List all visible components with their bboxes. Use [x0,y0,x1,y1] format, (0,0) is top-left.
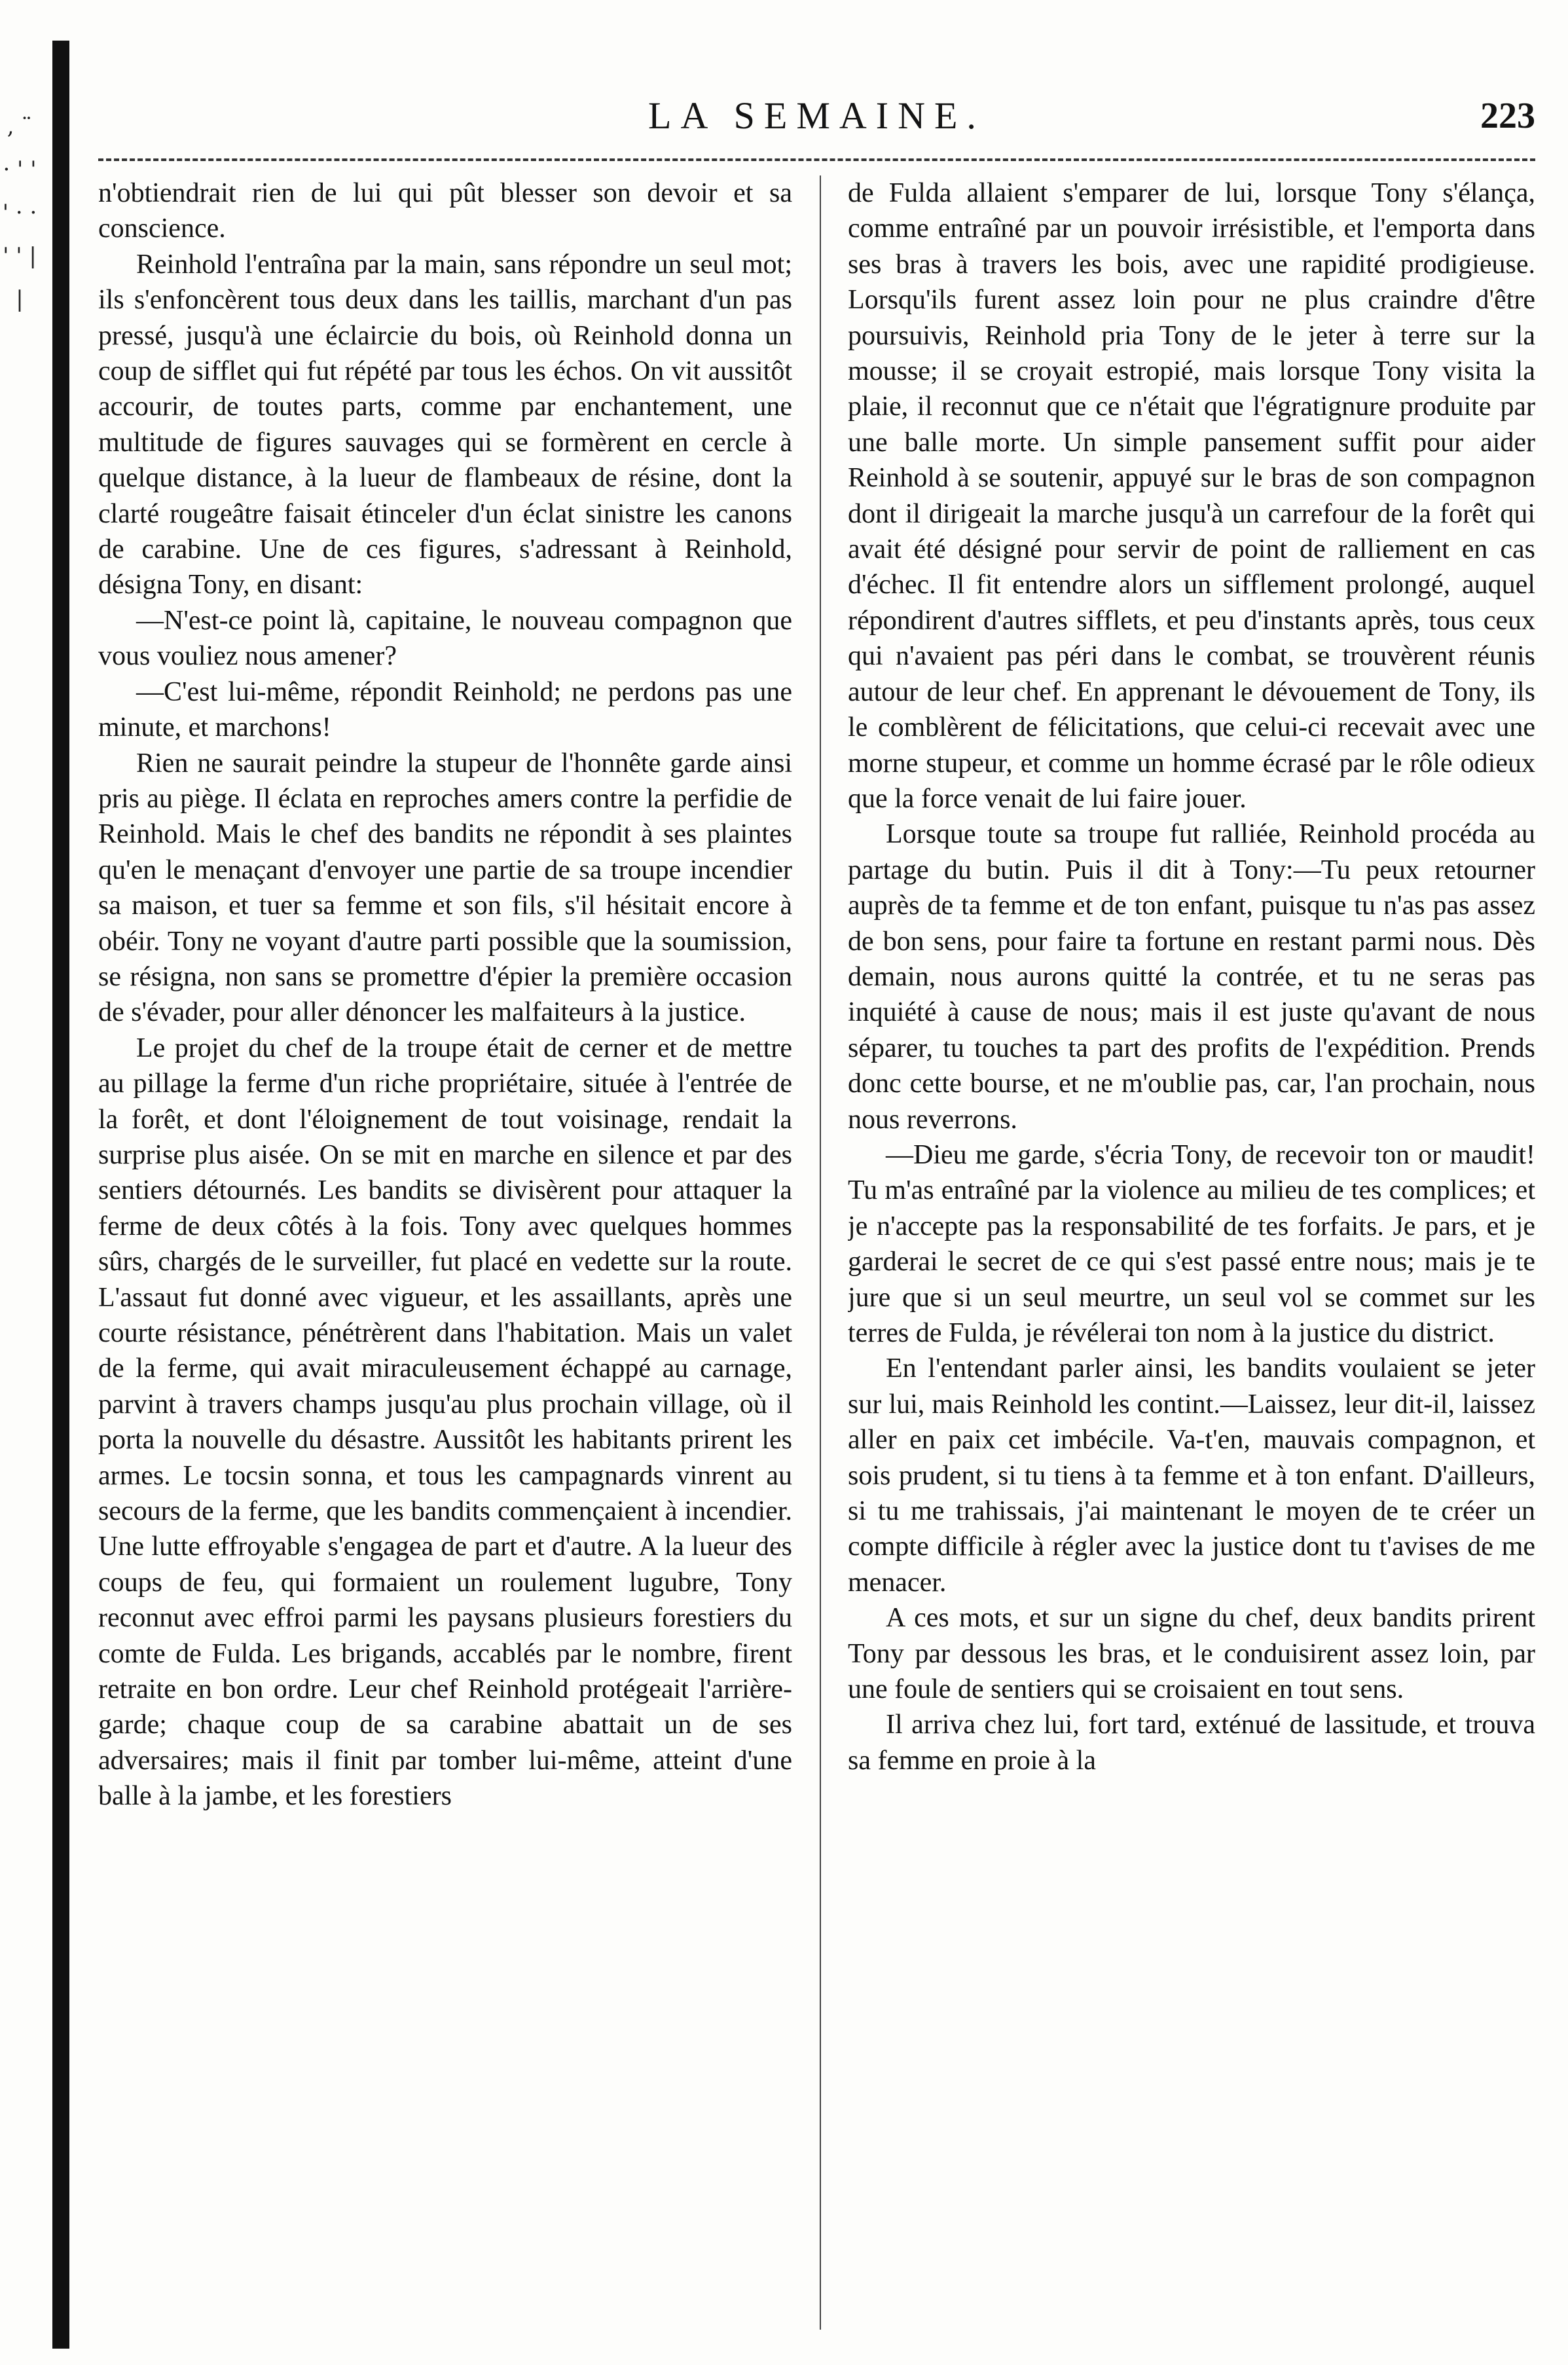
paragraph: —Dieu me garde, s'écria Tony, de recevoir ton or maudit! Tu m'as entraîné par la violence au milieu de tes complices; et je n'accepte pas la responsabilité de tes forfaits. Je pars, et je garderai le secret de ce qui s'est passé entre nous; mais je te jure que si un seul meurtre, un seul vol se commet sur les terres de Fulda, je révélerai ton nom à la justice du district. [848,1139,1535,1348]
paragraph: —C'est lui-même, répondit Reinhold; ne perdons pas une minute, et marchons! [98,676,792,743]
paragraph: A ces mots, et sur un signe du chef, deux bandits prirent Tony par dessous les bras, et le conduisirent assez loin, par une foule de sentiers qui se croisaient en tout sens. [848,1603,1535,1705]
page-number: 223 [1480,96,1535,136]
paragraph: Reinhold l'entraîna par la main, sans répondre un seul mot; ils s'enfoncèrent tous deux dans les taillis, marchant d'un pas pressé, jusqu'à une éclaircie du bois, où Reinhold donna un coup de sifflet qui fut répété par tous les échos. On vit aussitôt accourir, de toutes parts, comme par enchantement, une multitude de figures sauvages qui se formèrent en cercle à quelque distance, à la lueur de flambeaux de résine, dont la clarté rougeâtre faisait étinceler d'un éclat sinistre les canons de carabine. Une de ces figures, s'adressant à Reinhold, désigna Tony, en disant: [98,249,792,600]
running-title: LA SEMAINE. [648,94,985,137]
paragraph: —N'est-ce point là, capitaine, le nouveau compagnon que vous vouliez nous amener? [98,605,792,672]
text-columns [98,175,1535,2336]
paragraph: Lorsque toute sa troupe fut ralliée, Reinhold procéda au partage du butin. Puis il dit à Tony:—Tu peux retourner auprès de ta femme et de ton enfant, puisque tu n'as pas assez de bon sens, pour faire ta fortune en restant parmi nous. Dès demain, nous aurons quitté la contrée, et tu ne seras pas inquiété à cause de nous; mais il est juste qu'avant de nous séparer, tu touches ta part des profits de l'expédition. Prends donc cette bourse, et ne m'oublie pas, car, l'an prochain, nous nous reverrons. [848,819,1535,1135]
paragraph: Le projet du chef de la troupe était de cerner et de mettre au pillage la ferme d'un riche propriétaire, située à l'entrée de la forêt, et dont l'éloignement de tout voisinage, rendait la surprise plus aisée. On se mit en marche en silence et par des sentiers détournés. Les bandits se divisèrent pour attaquer la ferme de deux côtés à la fois. Tony avec quelques hommes sûrs, chargés de le surveiller, fut placé en vedette sur la route. L'assaut fut donné avec vigueur, et les assaillants, après une courte résistance, pénétrèrent dans l'habitation. Mais un valet de la ferme, qui avait miraculeusement échappé au carnage, parvint à travers champs jusqu'au plus prochain village, où il porta la nouvelle du désastre. Aussitôt les habitants prirent les armes. Le tocsin sonna, et tous les campagnards vinrent au secours de la ferme, que les bandits commençaient à incendier. Une lutte effroyable s'engagea de part et d'autre. A la lueur des coups de feu, qui formaient un roulement lugubre, Tony reconnut avec effroi parmi les paysans plusieurs forestiers du comte de Fulda. Les brigands, accablés par le nombre, firent retraite en bon ordre. Leur chef Reinhold protégeait l'arrière-garde; chaque coup de sa carabine abattait un de ses adversaires; mais il finit par tomber lui-même, atteint d'une balle à la jambe, et les forestiers [98,1033,792,1812]
right-column [848,175,1535,2336]
page-header [98,86,1535,145]
paragraph: Il arriva chez lui, fort tard, exténué de lassitude, et trouva sa femme en proie à la [848,1710,1535,1776]
paragraph: n'obtiendrait rien de lui qui pût blesser son devoir et sa conscience. [98,178,792,244]
header-rule [98,158,1535,161]
column-divider [820,175,821,2330]
margin-marks: , ¨ · ' ' ' · · ' ' | | [2,113,37,312]
paragraph: de Fulda allaient s'emparer de lui, lorsque Tony s'élança, comme entraîné par un pouvoir irrésistible, et l'emporta dans ses bras à travers les bois, avec une rapidité prodigieuse. Lorsqu'ils furent assez loin pour ne plus craindre d'être poursuivis, Reinhold pria Tony de le jeter à terre sur la mousse; il se croyait estropié, mais lorsque Tony visita la plaie, il reconnut que ce n'était que l'égratignure produite par une balle morte. Un simple pansement suffit pour aider Reinhold à se soutenir, appuyé sur le bras de son compagnon dont il dirigeait la marche jusqu'à un carrefour de la forêt qui avait été désigné pour servir de point de ralliement en cas d'échec. Il fit entendre alors un sifflement prolongé, auquel répondirent d'autres sifflets, et peu d'instants après, tous ceux qui n'avaient pas péri dans le combat, se trouvèrent réunis autour de leur chef. En apprenant le dévouement de Tony, ils le comblèrent de félicitations, que celui-ci recevait avec une morne stupeur, et comme un homme écrasé par le rôle odieux que la force venait de lui faire jouer. [848,178,1535,814]
page-binding-edge [52,41,69,2349]
paragraph: En l'entendant parler ainsi, les bandits voulaient se jeter sur lui, mais Reinhold les contint.—Laissez, leur dit-il, laissez aller en paix cet imbécile. Va-t'en, mauvais compagnon, et sois prudent, si tu tiens à ta femme et à ton enfant. D'ailleurs, si tu me trahissais, j'ai maintenant le moyen de te créer un compte difficile à régler avec la justice dont tu t'avises de me menacer. [848,1353,1535,1598]
paragraph: Rien ne saurait peindre la stupeur de l'honnête garde ainsi pris au piège. Il éclata en reproches amers contre la perfidie de Reinhold. Mais le chef des bandits ne répondit à ses plaintes qu'en le menaçant d'envoyer une partie de sa troupe incendier sa maison, et tuer sa femme et son fils, s'il hésitait encore à obéir. Tony ne voyant d'autre parti possible que la soumission, se résigna, non sans se promettre d'épier la première occasion de s'évader, pour aller dénoncer les malfaiteurs à la justice. [98,748,792,1028]
left-column [98,175,792,2336]
